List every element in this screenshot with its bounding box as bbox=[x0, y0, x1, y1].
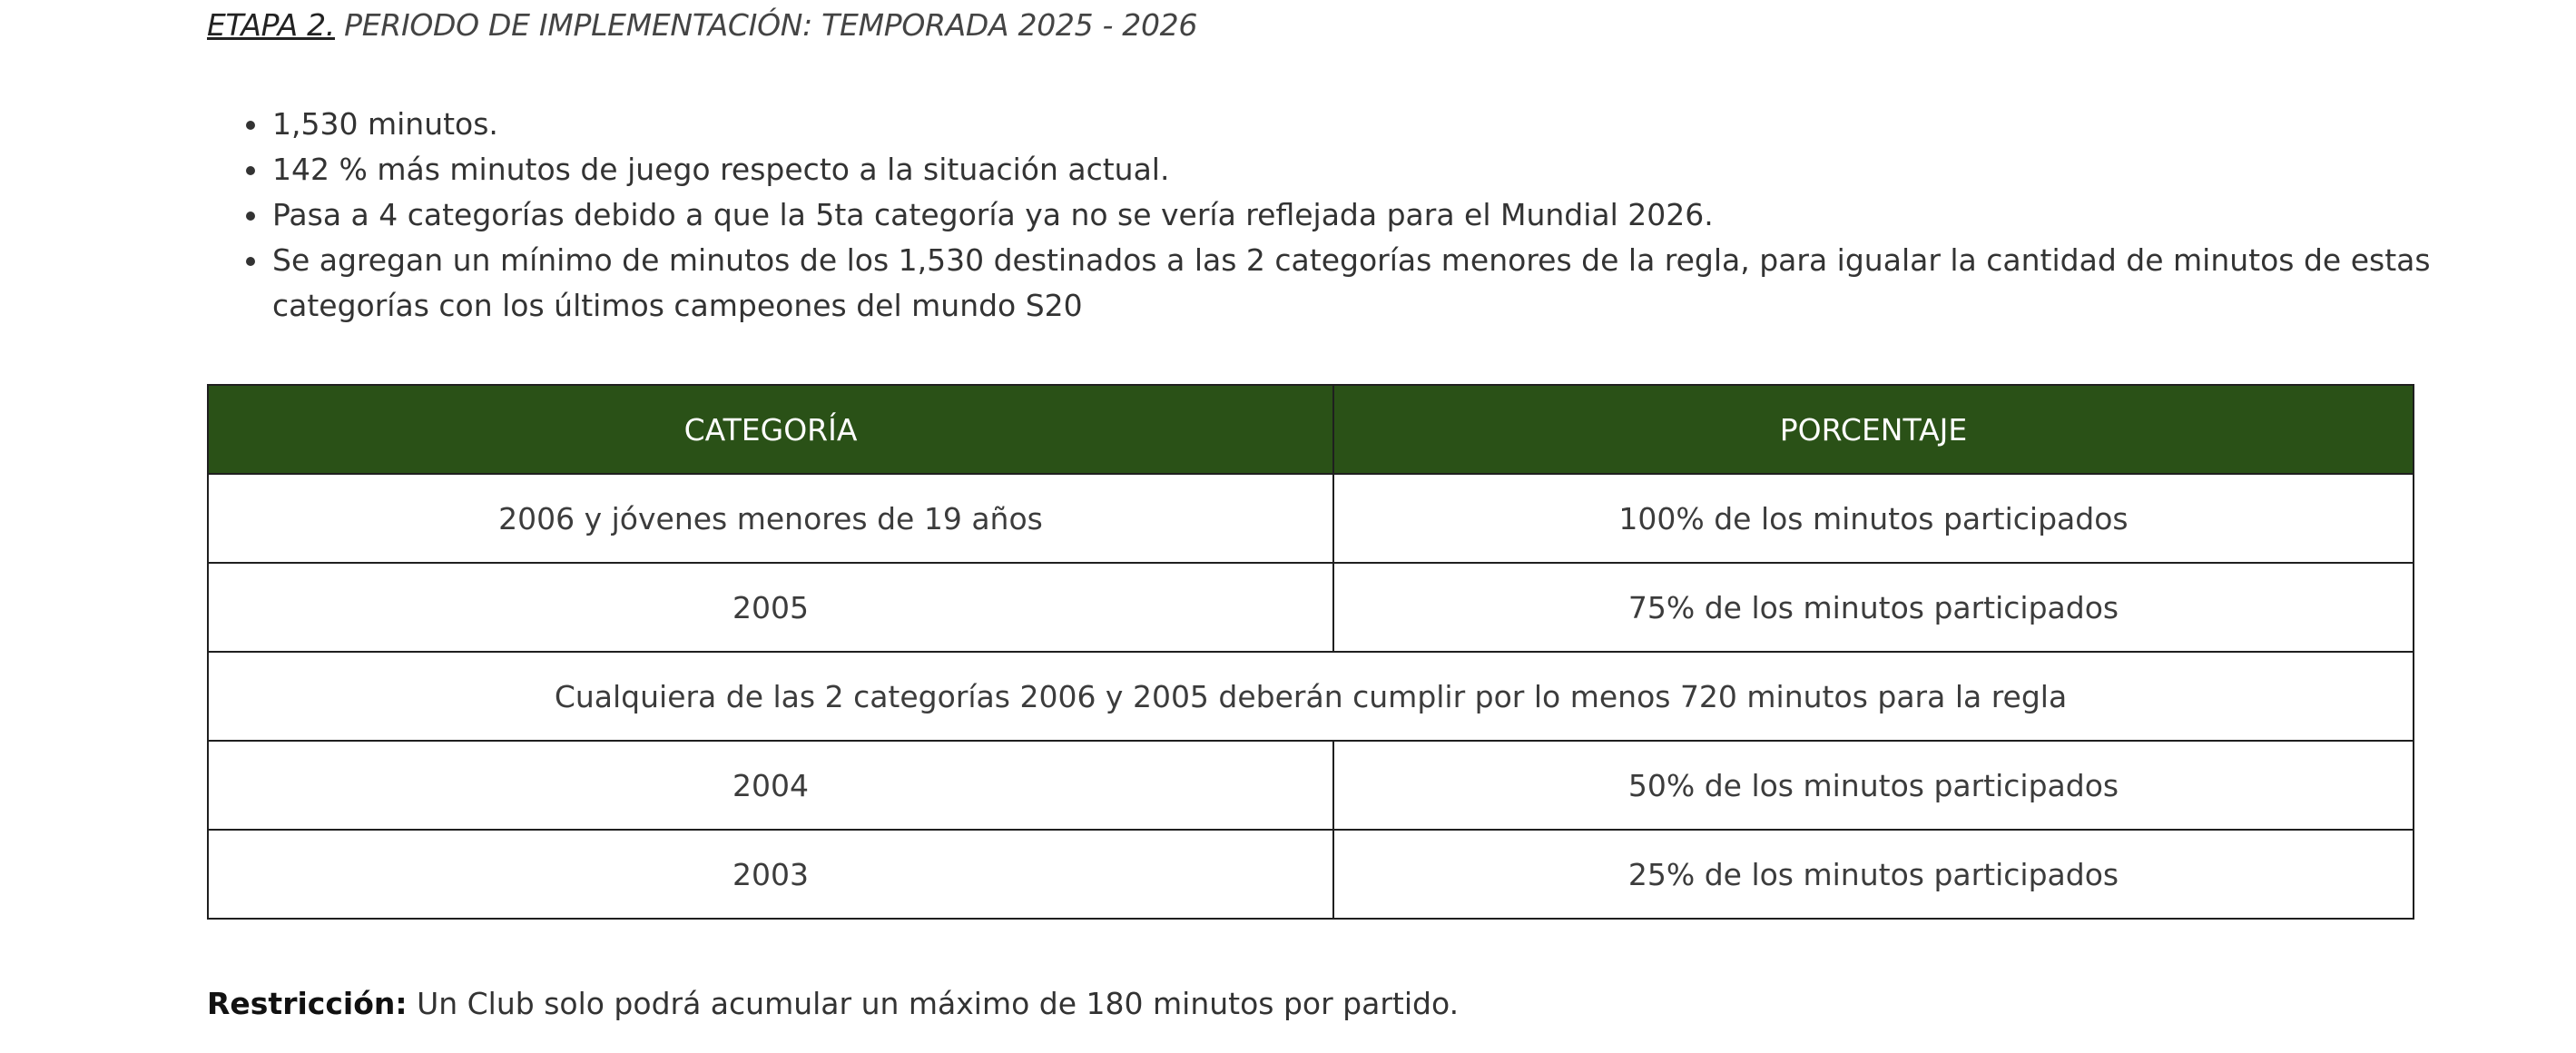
percentage-cell: 100% de los minutos participados bbox=[1333, 474, 2414, 563]
bullet-item: • Se agregan un mínimo de minutos de los 1,530 destinados a las 2 categorías menores de la regla, para igualar la cantidad de minutos de estas categorías con los últimos campeones del mundo S20 bbox=[270, 238, 2467, 329]
restriction-paragraph bbox=[207, 986, 1459, 1021]
category-cell: 2004 bbox=[208, 741, 1333, 830]
table-row bbox=[208, 741, 2414, 830]
category-percentage-table bbox=[207, 384, 2414, 920]
column-header-category: CATEGORÍA bbox=[208, 385, 1333, 474]
table-row bbox=[208, 474, 2414, 563]
percentage-cell: 50% de los minutos participados bbox=[1333, 741, 2414, 830]
bullet-item: • Pasa a 4 categorías debido a que la 5ta categoría ya no se vería reflejada para el Mundial 2026. bbox=[270, 192, 2467, 238]
column-header-percentage: PORCENTAJE bbox=[1333, 385, 2414, 474]
stage-title: PERIODO DE IMPLEMENTACIÓN: TEMPORADA 2025 - 2026 bbox=[334, 7, 1198, 43]
bullet-item: • 1,530 minutos. bbox=[270, 102, 2467, 147]
section-heading bbox=[207, 7, 1197, 43]
category-cell: 2003 bbox=[208, 830, 1333, 919]
bullet-list bbox=[207, 102, 2467, 329]
table-note-row bbox=[208, 652, 2414, 741]
table-row bbox=[208, 563, 2414, 652]
percentage-cell: 75% de los minutos participados bbox=[1333, 563, 2414, 652]
percentage-cell: 25% de los minutos participados bbox=[1333, 830, 2414, 919]
table-note-cell: Cualquiera de las 2 categorías 2006 y 2005 deberán cumplir por lo menos 720 minutos para la regla bbox=[208, 652, 2414, 741]
category-cell: 2006 y jóvenes menores de 19 años bbox=[208, 474, 1333, 563]
category-cell: 2005 bbox=[208, 563, 1333, 652]
bullet-item: • 142 % más minutos de juego respecto a la situación actual. bbox=[270, 147, 2467, 192]
stage-label: ETAPA 2. bbox=[207, 7, 335, 43]
table-row bbox=[208, 830, 2414, 919]
restriction-text: Un Club solo podrá acumular un máximo de 180 minutos por partido. bbox=[407, 986, 1460, 1021]
table-header-row bbox=[208, 385, 2414, 474]
restriction-label: Restricción: bbox=[207, 986, 408, 1021]
